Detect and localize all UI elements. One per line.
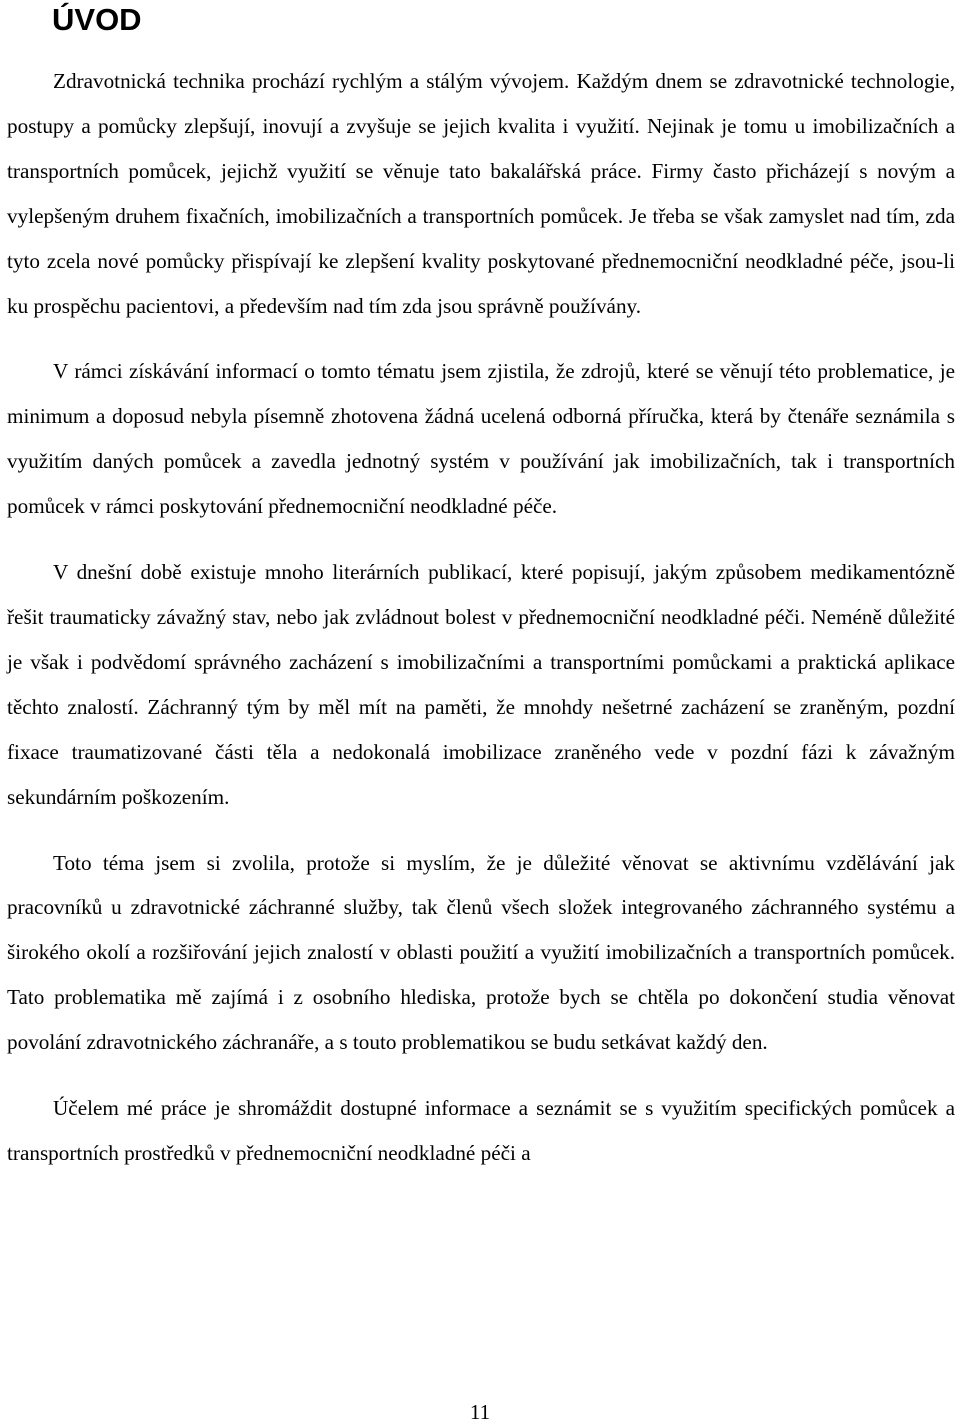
body-text [7, 59, 955, 1176]
paragraph-1: Zdravotnická technika prochází rychlým a stálým vývojem. Každým dnem se zdravotnické technologie, postupy a pomůcky zlepšují, inovují a zvyšuje se jejich kvalita i využití. Nejinak je tomu u imobilizačních a transportních pomůcek, jejichž využití se věnuje tato bakalářská práce. Firmy často přicházejí s novým a vylepšeným druhem fixačních, imobilizačních a transportních pomůcek. Je třeba se však zamyslet nad tím, zda tyto zcela nové pomůcky přispívají ke zlepšení kvality poskytované přednemocniční neodkladné péče, jsou-li ku prospěchu pacientovi, a především nad tím zda jsou správně používány. [7, 69, 955, 318]
paragraph-3: V dnešní době existuje mnoho literárních publikací, které popisují, jakým způsobem medikamentózně řešit traumaticky závažný stav, nebo jak zvládnout bolest v přednemocniční neodkladné péči. Neméně důležité je však i podvědomí správného zacházení s imobilizačními a transportními pomůckami a praktická aplikace těchto znalostí. Záchranný tým by měl mít na paměti, že mnohdy nešetrné zacházení se zraněným, pozdní fixace traumatizované části těla a nedokonalá imobilizace zraněného vede v pozdní fázi k závažným sekundárním poškozením. [7, 560, 955, 809]
paragraph-2: V rámci získávání informací o tomto tématu jsem zjistila, že zdrojů, které se věnují této problematice, je minimum a doposud nebyla písemně zhotovena žádná ucelená odborná příručka, která by čtenáře seznámila s využitím daných pomůcek a zavedla jednotný systém v používání jak imobilizačních, tak i transportních pomůcek v rámci poskytování přednemocniční neodkladné péče. [7, 359, 955, 519]
paragraph-4: Toto téma jsem si zvolila, protože si myslím, že je důležité věnovat se aktivnímu vzdělávání jak pracovníků u zdravotnické záchranné služby, tak členů všech složek integrovaného záchranného systému a širokého okolí a rozšiřování jejich znalostí v oblasti použití a využití imobilizačních a transportních pomůcek. Tato problematika mě zajímá i z osobního hlediska, protože bych se chtěla po dokončení studia věnovat povolání zdravotnického záchranáře, a s toutо problematikou se budu setkávat každý den. [7, 850, 955, 1055]
section-heading: ÚVOD [52, 2, 142, 37]
page-number: 11 [469, 1400, 491, 1424]
paragraph-5: Účelem mé práce je shromáždit dostupné informace a seznámit se s využitím specifických pomůcek a transportních prostředků v přednemocniční neodkladné péči a [7, 1096, 955, 1165]
